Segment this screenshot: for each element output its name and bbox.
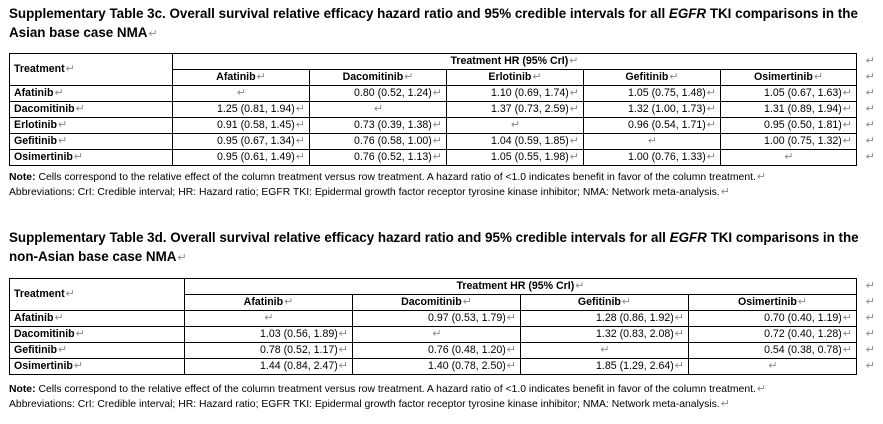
group-header: Treatment HR (95% CrI)↵ (185, 279, 857, 295)
hr-cell: 1.44 (0.84, 2.47)↵ (185, 359, 353, 375)
empty-cell: ↵ (521, 343, 689, 359)
table-row (10, 134, 857, 150)
table-3c-title-italic: EGFR (668, 6, 707, 21)
hr-cell: 1.31 (0.89, 1.94)↵ (721, 102, 857, 118)
table-row (10, 311, 857, 327)
table-3d-title-text: Supplementary Table 3d. Overall survival relative efficacy hazard ratio and 95% credible intervals for all (9, 230, 670, 245)
row-end-mark: ↵ (865, 55, 875, 67)
hr-cell: 0.78 (0.52, 1.17)↵ (185, 343, 353, 359)
hr-cell: 0.91 (0.58, 1.45)↵ (173, 118, 310, 134)
row-label: Dacomitinib↵ (10, 102, 173, 118)
hr-cell: 0.72 (0.40, 1.28)↵ (689, 327, 857, 343)
row-end-mark: ↵ (865, 360, 875, 372)
column-header: Gefitinib↵ (521, 295, 689, 311)
group-header: Treatment HR (95% CrI)↵ (173, 54, 857, 70)
column-header: Afatinib↵ (173, 70, 310, 86)
empty-cell: ↵ (173, 86, 310, 102)
hr-cell: 1.00 (0.76, 1.33)↵ (584, 150, 721, 166)
hr-cell: 1.32 (0.83, 2.08)↵ (521, 327, 689, 343)
hr-cell: 1.05 (0.67, 1.63)↵ (721, 86, 857, 102)
row-header-cell: Treatment↵ (10, 279, 185, 311)
column-header: Erlotinib↵ (447, 70, 584, 86)
row-end-mark: ↵ (865, 344, 875, 356)
hr-cell: 1.25 (0.81, 1.94)↵ (173, 102, 310, 118)
table-3c-title-text-end: TKI comparisons in the Asian base case NMA (9, 6, 858, 40)
hr-cell: 1.28 (0.86, 1.92)↵ (521, 311, 689, 327)
table-3d-abbreviations: Abbreviations: CrI: Credible interval; HR: Hazard ratio; EGFR TKI: Epidermal growth factor receptor tyrosine kinase inhibitor; NMA: Network meta-analysis.↵ (9, 398, 730, 410)
row-label: Afatinib↵ (10, 311, 185, 327)
hr-cell: 1.05 (0.55, 1.98)↵ (447, 150, 584, 166)
table-3d (9, 278, 857, 375)
hr-cell: 1.37 (0.73, 2.59)↵ (447, 102, 584, 118)
table-3c-title-text: Supplementary Table 3c. Overall survival relative efficacy hazard ratio and 95% credible intervals for all (9, 6, 669, 21)
hr-cell: 0.95 (0.61, 1.49)↵ (173, 150, 310, 166)
row-label: Gefitinib↵ (10, 343, 185, 359)
column-header: Dacomitinib↵ (353, 295, 521, 311)
row-header-cell: Treatment↵ (10, 54, 173, 86)
table-3c-abbreviations: Abbreviations: CrI: Credible interval; HR: Hazard ratio; EGFR TKI: Epidermal growth factor receptor tyrosine kinase inhibitor; NMA: Network meta-analysis.↵ (9, 186, 730, 198)
empty-cell: ↵ (310, 102, 447, 118)
table-3c-title: Supplementary Table 3c. Overall survival relative efficacy hazard ratio and 95% credible intervals for all EGFR TKI comparisons in the Asian base case NMA↵ (9, 6, 858, 40)
empty-cell: ↵ (447, 118, 584, 134)
table-row (10, 86, 857, 102)
row-label: Afatinib↵ (10, 86, 173, 102)
table-row (10, 327, 857, 343)
table-row (10, 343, 857, 359)
row-end-mark: ↵ (865, 328, 875, 340)
empty-cell: ↵ (353, 327, 521, 343)
row-end-mark: ↵ (865, 87, 875, 99)
hr-cell: 1.03 (0.56, 1.89)↵ (185, 327, 353, 343)
hr-cell: 1.32 (1.00, 1.73)↵ (584, 102, 721, 118)
column-header: Gefitinib↵ (584, 70, 721, 86)
empty-cell: ↵ (185, 311, 353, 327)
row-label: Dacomitinib↵ (10, 327, 185, 343)
hr-cell: 0.76 (0.52, 1.13)↵ (310, 150, 447, 166)
hr-cell: 0.96 (0.54, 1.71)↵ (584, 118, 721, 134)
hr-cell: 0.80 (0.52, 1.24)↵ (310, 86, 447, 102)
table-3d-note: Note: Cells correspond to the relative effect of the column treatment versus row treatment. A hazard ratio of <1.0 indicates benefit in favor of the column treatment.↵ (9, 383, 767, 395)
hr-cell: 0.76 (0.48, 1.20)↵ (353, 343, 521, 359)
column-header: Afatinib↵ (185, 295, 353, 311)
hr-cell: 1.40 (0.78, 2.50)↵ (353, 359, 521, 375)
row-end-mark: ↵ (865, 296, 875, 308)
hr-cell: 0.76 (0.58, 1.00)↵ (310, 134, 447, 150)
row-end-mark: ↵ (865, 151, 875, 163)
table-3d-title: Supplementary Table 3d. Overall survival relative efficacy hazard ratio and 95% credible intervals for all EGFR TKI comparisons in the non-Asian base case NMA↵ (9, 230, 859, 264)
row-label: Osimertinib↵ (10, 150, 173, 166)
row-label: Erlotinib↵ (10, 118, 173, 134)
row-end-mark: ↵ (865, 103, 875, 115)
table-row (10, 102, 857, 118)
hr-cell: 0.95 (0.67, 1.34)↵ (173, 134, 310, 150)
column-header: Osimertinib↵ (721, 70, 857, 86)
hr-cell: 1.00 (0.75, 1.32)↵ (721, 134, 857, 150)
hr-cell: 1.05 (0.75, 1.48)↵ (584, 86, 721, 102)
row-label: Gefitinib↵ (10, 134, 173, 150)
empty-cell: ↵ (584, 134, 721, 150)
table-3d-title-italic: EGFR (669, 230, 707, 245)
hr-cell: 0.54 (0.38, 0.78)↵ (689, 343, 857, 359)
hr-cell: 1.04 (0.59, 1.85)↵ (447, 134, 584, 150)
empty-cell: ↵ (721, 150, 857, 166)
table-row (10, 150, 857, 166)
table-row (10, 118, 857, 134)
table-3d-title-text-end: TKI comparisons in the non-Asian base case NMA (9, 230, 859, 264)
table-3c (9, 53, 857, 166)
hr-cell: 0.95 (0.50, 1.81)↵ (721, 118, 857, 134)
column-header: Osimertinib↵ (689, 295, 857, 311)
hr-cell: 1.85 (1.29, 2.64)↵ (521, 359, 689, 375)
empty-cell: ↵ (689, 359, 857, 375)
hr-cell: 1.10 (0.69, 1.74)↵ (447, 86, 584, 102)
hr-cell: 0.97 (0.53, 1.79)↵ (353, 311, 521, 327)
row-end-mark: ↵ (865, 119, 875, 131)
table-row (10, 359, 857, 375)
hr-cell: 0.73 (0.39, 1.38)↵ (310, 118, 447, 134)
table-3c-note: Note: Cells correspond to the relative effect of the column treatment versus row treatment. A hazard ratio of <1.0 indicates benefit in favor of the column treatment.↵ (9, 171, 767, 183)
row-label: Osimertinib↵ (10, 359, 185, 375)
hr-cell: 0.70 (0.40, 1.19)↵ (689, 311, 857, 327)
row-end-mark: ↵ (865, 135, 875, 147)
row-end-mark: ↵ (865, 71, 875, 83)
row-end-mark: ↵ (865, 280, 875, 292)
column-header: Dacomitinib↵ (310, 70, 447, 86)
row-end-mark: ↵ (865, 312, 875, 324)
